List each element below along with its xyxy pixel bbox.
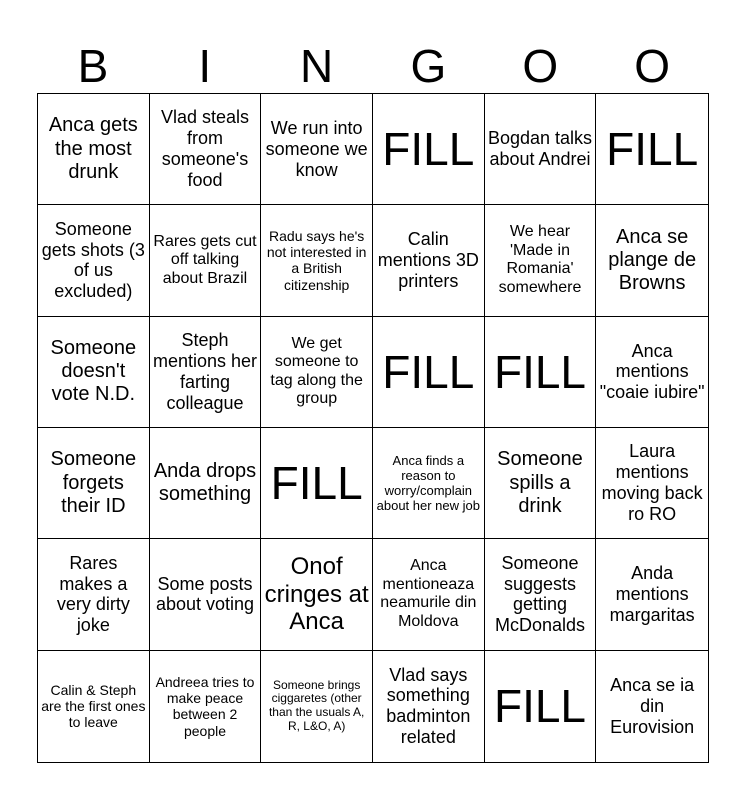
bingo-cell: Someone suggests getting McDonalds bbox=[485, 539, 597, 650]
bingo-cell: Andreea tries to make peace between 2 people bbox=[150, 651, 262, 762]
bingo-cell: Anca se plange de Browns bbox=[596, 205, 708, 316]
bingo-cell-fill: FILL bbox=[485, 651, 597, 762]
bingo-cell: Anca gets the most drunk bbox=[38, 94, 150, 205]
bingo-cell: We hear 'Made in Romania' somewhere bbox=[485, 205, 597, 316]
bingo-cell: Anca mentions "coaie iubire" bbox=[596, 317, 708, 428]
bingo-cell: Bogdan talks about Andrei bbox=[485, 94, 597, 205]
bingo-cell: Anca se ia din Eurovision bbox=[610, 675, 695, 737]
bingo-cell: Onof cringes at Anca bbox=[261, 539, 373, 650]
bingo-cell-fill: FILL bbox=[373, 317, 485, 428]
bingo-cell: Someone forgets their ID bbox=[38, 428, 150, 539]
bingo-cell: Some posts about voting bbox=[150, 539, 262, 650]
header-letter-6: O bbox=[634, 40, 670, 92]
bingo-cell: Anca finds a reason to worry/complain about her new job bbox=[373, 428, 485, 539]
header-letter-5: O bbox=[522, 40, 559, 92]
bingo-cell: Anca mentioneaza neamurile din Moldova bbox=[373, 539, 485, 650]
bingo-cell: Radu says he's not interested in a British citizenship bbox=[261, 205, 373, 316]
bingo-cell: Laura mentions moving back ro RO bbox=[596, 428, 708, 539]
bingo-cell: We run into someone we know bbox=[261, 94, 373, 205]
bingo-cell: Someone gets shots (3 of us excluded) bbox=[38, 205, 150, 316]
bingo-cell: Someone doesn't vote N.D. bbox=[38, 317, 150, 428]
bingo-cell: Someone brings ciggaretes (other than the usuals A, R, L&O, A) bbox=[261, 651, 373, 762]
header-letter-1: B bbox=[77, 40, 109, 92]
bingo-cell: Rares makes a very dirty joke bbox=[38, 539, 150, 650]
bingo-header bbox=[37, 38, 708, 94]
bingo-cell: Calin & Steph are the first ones to leave bbox=[38, 651, 150, 762]
header-letter-4: G bbox=[410, 40, 447, 92]
header-letter-2: I bbox=[198, 40, 212, 92]
bingo-cell: Someone spills a drink bbox=[485, 428, 597, 539]
bingo-cell-fill: FILL bbox=[373, 94, 485, 205]
bingo-cell: Anda mentions margaritas bbox=[596, 539, 708, 650]
bingo-cell: Anda drops something bbox=[150, 428, 262, 539]
bingo-card-grid bbox=[37, 93, 709, 763]
bingo-cell: Calin mentions 3D printers bbox=[373, 205, 485, 316]
bingo-cell-fill: FILL bbox=[261, 428, 373, 539]
bingo-cell-fill: FILL bbox=[485, 317, 597, 428]
header-letter-3: N bbox=[299, 40, 334, 92]
bingo-cell: We get someone to tag along the group bbox=[261, 317, 373, 428]
bingo-cell-fill: FILL bbox=[596, 94, 708, 205]
bingo-cell: Rares gets cut off talking about Brazil bbox=[150, 205, 262, 316]
bingo-cell: Vlad steals from someone's food bbox=[150, 94, 262, 205]
bingo-cell: Steph mentions her farting colleague bbox=[150, 317, 262, 428]
bingo-cell: Vlad says something badminton related bbox=[373, 651, 485, 762]
